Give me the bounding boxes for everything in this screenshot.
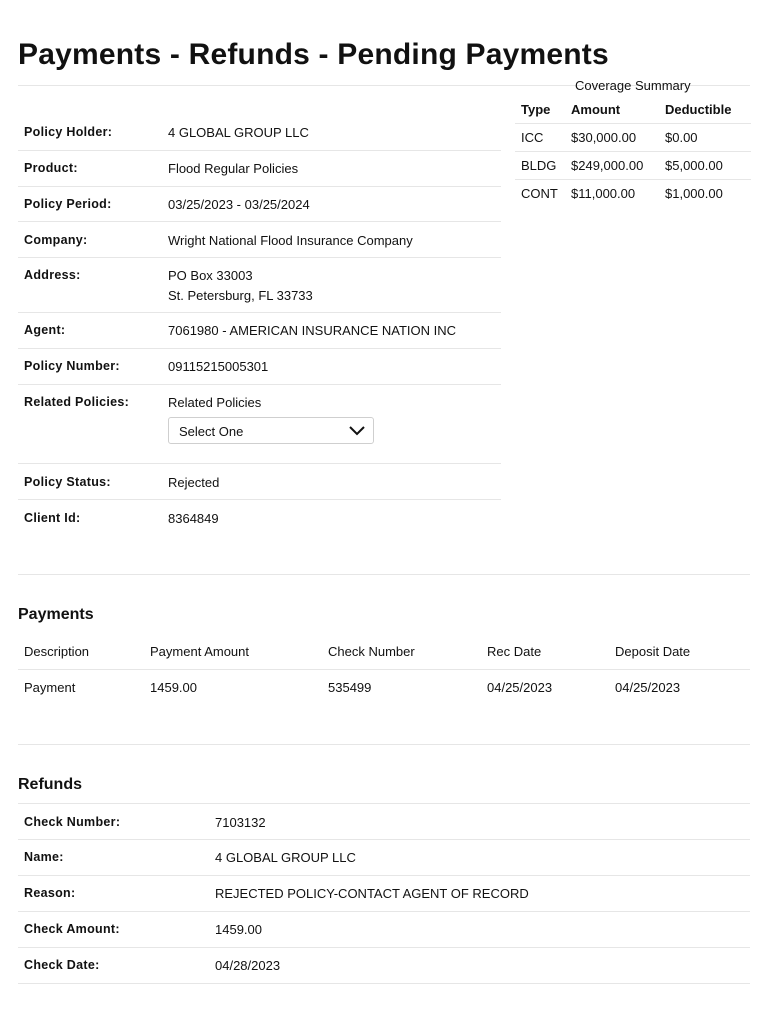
client-id-value: 8364849 bbox=[168, 511, 219, 526]
chevron-down-icon bbox=[349, 425, 365, 437]
refund-check-date-label: Check Date: bbox=[24, 958, 100, 972]
row-divider bbox=[18, 348, 501, 349]
policy-number-value: 09115215005301 bbox=[168, 359, 269, 374]
coverage-divider bbox=[515, 151, 751, 152]
refund-check-number-label: Check Number: bbox=[24, 815, 121, 829]
policy-number-label: Policy Number: bbox=[24, 359, 120, 373]
payments-header-rec-date: Rec Date bbox=[487, 644, 542, 659]
address-label: Address: bbox=[24, 268, 81, 282]
payments-header-deposit-date: Deposit Date bbox=[615, 644, 691, 659]
row-divider bbox=[18, 463, 501, 464]
policy-holder-label: Policy Holder: bbox=[24, 125, 113, 139]
policy-status-label: Policy Status: bbox=[24, 475, 111, 489]
section-divider bbox=[18, 744, 750, 745]
related-policies-select-value: Select One bbox=[179, 424, 244, 439]
related-policies-select[interactable] bbox=[168, 417, 374, 444]
coverage-cell: ICC bbox=[521, 130, 544, 145]
related-policies-label: Related Policies: bbox=[24, 395, 130, 409]
address-line2-value: St. Petersburg, FL 33733 bbox=[168, 288, 313, 303]
coverage-header-deductible: Deductible bbox=[665, 102, 732, 117]
row-divider bbox=[18, 384, 501, 385]
row-divider bbox=[18, 221, 501, 222]
coverage-cell: CONT bbox=[521, 186, 558, 201]
company-value: Wright National Flood Insurance Company bbox=[168, 233, 413, 248]
coverage-cell: $0.00 bbox=[665, 130, 698, 145]
payments-cell: 04/25/2023 bbox=[487, 680, 553, 695]
product-value: Flood Regular Policies bbox=[168, 161, 299, 176]
agent-value: 7061980 - AMERICAN INSURANCE NATION INC bbox=[168, 323, 456, 338]
coverage-divider bbox=[515, 179, 751, 180]
payments-cell: 1459.00 bbox=[150, 680, 197, 695]
refund-name-value: 4 GLOBAL GROUP LLC bbox=[215, 850, 356, 865]
payments-title: Payments bbox=[18, 606, 94, 623]
row-divider bbox=[18, 257, 501, 258]
payments-cell: Payment bbox=[24, 680, 76, 695]
refunds-divider bbox=[18, 875, 750, 876]
related-policies-value: Related Policies bbox=[168, 395, 262, 410]
coverage-cell: $30,000.00 bbox=[571, 130, 637, 145]
coverage-cell: $249,000.00 bbox=[571, 158, 644, 173]
coverage-cell: $1,000.00 bbox=[665, 186, 723, 201]
refunds-title: Refunds bbox=[18, 776, 82, 793]
policy-holder-value: 4 GLOBAL GROUP LLC bbox=[168, 125, 309, 140]
coverage-cell: $11,000.00 bbox=[571, 186, 636, 201]
row-divider bbox=[18, 499, 501, 500]
refund-check-date-value: 04/28/2023 bbox=[215, 958, 281, 973]
coverage-cell: $5,000.00 bbox=[665, 158, 723, 173]
row-divider bbox=[18, 186, 501, 187]
agent-label: Agent: bbox=[24, 323, 66, 337]
refunds-divider bbox=[18, 911, 750, 912]
section-divider bbox=[18, 574, 750, 575]
policy-period-label: Policy Period: bbox=[24, 197, 112, 211]
policy-period-value: 03/25/2023 - 03/25/2024 bbox=[168, 197, 310, 212]
policy-status-value: Rejected bbox=[168, 475, 220, 490]
address-line1-value: PO Box 33003 bbox=[168, 268, 253, 283]
product-label: Product: bbox=[24, 161, 78, 175]
refunds-divider bbox=[18, 839, 750, 840]
payments-cell: 535499 bbox=[328, 680, 372, 695]
coverage-cell: BLDG bbox=[521, 158, 557, 173]
payments-header-amount: Payment Amount bbox=[150, 644, 249, 659]
refund-name-label: Name: bbox=[24, 850, 64, 864]
payments-cell: 04/25/2023 bbox=[615, 680, 681, 695]
coverage-header-amount: Amount bbox=[571, 102, 621, 117]
payments-header-description: Description bbox=[24, 644, 90, 659]
refunds-divider bbox=[18, 947, 750, 948]
refund-reason-value: REJECTED POLICY-CONTACT AGENT OF RECORD bbox=[215, 886, 529, 901]
refund-reason-label: Reason: bbox=[24, 886, 76, 900]
page-title: Payments - Refunds - Pending Payments bbox=[18, 38, 609, 71]
coverage-header-type: Type bbox=[521, 102, 551, 117]
coverage-divider bbox=[515, 123, 751, 124]
row-divider bbox=[18, 312, 501, 313]
refunds-divider bbox=[18, 983, 750, 984]
payments-header-check-number: Check Number bbox=[328, 644, 415, 659]
refund-check-amount-value: 1459.00 bbox=[215, 922, 262, 937]
company-label: Company: bbox=[24, 233, 88, 247]
refunds-divider bbox=[18, 803, 750, 804]
refund-check-amount-label: Check Amount: bbox=[24, 922, 120, 936]
row-divider bbox=[18, 150, 501, 151]
refund-check-number-value: 7103132 bbox=[215, 815, 266, 830]
payments-header-divider bbox=[18, 669, 750, 670]
client-id-label: Client Id: bbox=[24, 511, 81, 525]
coverage-summary-title: Coverage Summary bbox=[575, 78, 691, 93]
